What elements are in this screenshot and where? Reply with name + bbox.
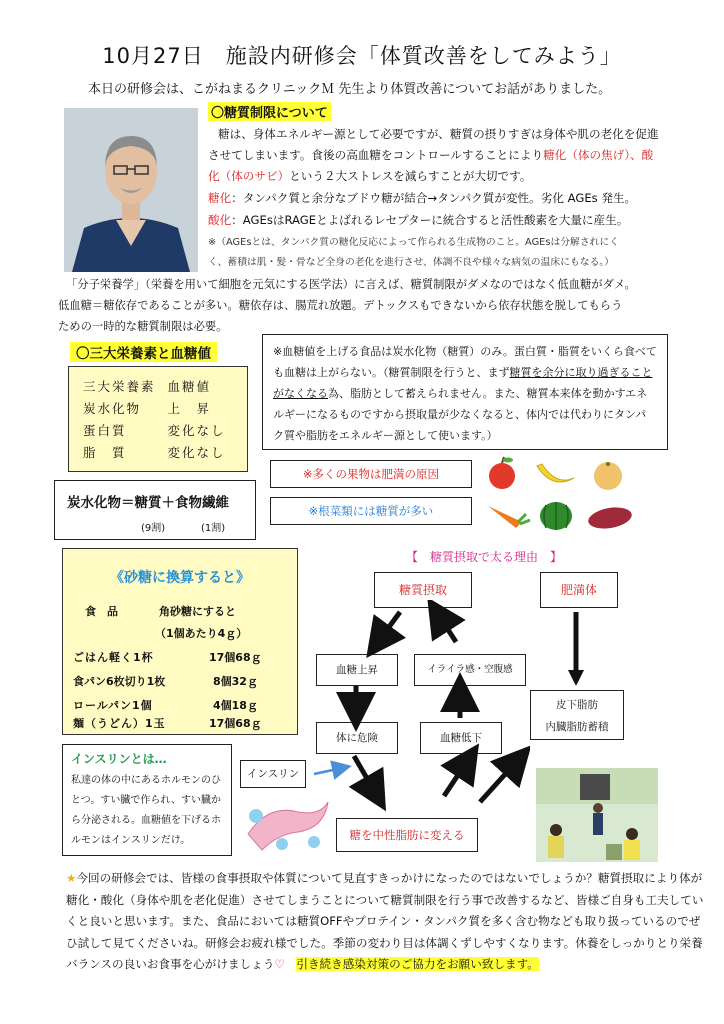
flow-convert: 糖を中性脂肪に変える (336, 818, 478, 852)
insulin-text: 私達の体の中にあるホルモンのひとつ。すい臓で作られ、すい臓から分泌される。血糖値を下げるホルモンはインスリンだけ。 (71, 775, 221, 846)
sweet-potato-icon (587, 504, 634, 531)
flow-danger: 体に危険 (316, 722, 398, 754)
insulin-box (62, 744, 232, 856)
seminar-photo (536, 768, 658, 862)
fruit-note-box: ※多くの果物は肥満の原因 (270, 460, 472, 488)
sugar-row-1-value: 8個32ｇ (213, 675, 258, 688)
insulin-heading: インスリンとは… (71, 752, 167, 766)
flow-intake: 糖質摂取 (374, 572, 472, 608)
sugar-limit-para-line1: 糖は、身体エネルギー源として必要ですが、糖質の摂りすぎは身体や肌の老化を促進 (218, 127, 659, 141)
pumpkin-icon (540, 502, 572, 530)
arrow-obesity-to-fat (566, 612, 586, 688)
arrow-intake-to-rise (378, 612, 400, 642)
sugar-row-2-food: ロールパン1個 (73, 699, 153, 712)
table-row: 蛋白質 変化なし (83, 423, 226, 438)
arrow-convert-to-drop (444, 760, 468, 796)
carb-formula: 炭水化物＝糖質＋食物繊維 (67, 495, 229, 511)
glucose-note-box: ※血糖値を上げる食品は炭水化物（糖質）のみ。蛋白質・脂質をいくら食べても血糖は上がらない。（糖質制限を行うと、まず糖質を余分に取り過ぎることがなくなる為、脂肪として蓄えられません。また、糖質本来体を動かすエネルギーになるものですから摂取量が少なくなると、体内では代わりにタンパク質や脂肪をエネルギー源として使います。） (262, 334, 668, 450)
banana-icon (537, 464, 574, 482)
sugar-row-0-value: 17個68ｇ (209, 651, 262, 664)
sugar-limit-para-line2: させてしまいます。食後の高血糖をコントロールすることにより糖化（体の焦げ）、酸 (208, 148, 654, 162)
food-illustrations (482, 456, 642, 536)
molecular-nutrition-line3: ための一時的な糖質制限は必要。 (58, 320, 228, 333)
molecular-nutrition-line2: 低血糖＝糖依存であることが多い。糖依存は、腸荒れ放題。デトックスもできないから依存状態を脱してもらう (58, 299, 623, 312)
carrot-icon (488, 506, 530, 528)
sugar-row-0-food: ごはん軽く1杯 (73, 651, 154, 664)
sugar-limit-para-line3: 化（体のサビ）という２大ストレスを減らすことが大切です。 (208, 169, 532, 183)
sugar-row-3-value: 17個68ｇ (209, 717, 262, 730)
insulin-illustration (238, 794, 334, 856)
arrow-insulin (314, 768, 342, 774)
root-note-box: ※根菜類には糖質が多い (270, 497, 472, 525)
sugar-col-cube: 角砂糖にすると (159, 605, 236, 618)
arrow-danger-to-convert (354, 756, 376, 794)
ages-note-line2: く、蓄積は肌・髪・骨など全身の老化を進行させ、体調不良や様々な病気の温床にもなる。） (208, 257, 615, 268)
sugar-col-food: 食 品 (85, 605, 118, 618)
flow-obesity: 肥満体 (540, 572, 618, 608)
molecular-nutrition-line1: 「分子栄養学」（栄養を用いて細胞を元気にする医学法）に言えば、糖質制限がダメなのではなく低血糖がダメ。 (66, 278, 636, 291)
carb-formula-box (54, 480, 256, 540)
table-row: 脂 質 変化なし (83, 445, 226, 460)
intro-text: 本日の研修会は、こがねまるクリニックＭ 先生より体質改善についてお話がありました。 (88, 82, 612, 97)
nutrients-table (68, 366, 248, 472)
arrow-convert-to-fat (480, 760, 518, 802)
nutrient-header: 三大栄養素 (83, 379, 156, 394)
citrus-icon (594, 462, 622, 490)
flow-heading: 【 糖質摂取で太る理由 】 (406, 550, 563, 564)
flow-rise: 血糖上昇 (316, 654, 398, 686)
flow-fat: 皮下脂肪 内臓脂肪蓄積 (530, 690, 624, 740)
doctor-photo (64, 108, 198, 272)
nutrients-heading: 〇三大栄養素と血糖値 (70, 342, 217, 362)
sugar-conversion-heading: 《砂糖に換算すると》 (110, 570, 250, 586)
sugar-row-3-food: 麺（うどん）1玉 (73, 717, 166, 730)
closing-paragraph: ★今回の研修会では、皆様の食事摂取や体質について見直すきっかけになったのではないでしょうか？糖質摂取により体が糖化・酸化（身体や肌を老化促進）させてしまうことについて糖質制限を行う事で改善するなど、皆様ご自身も工夫していくと良いと思います。また、食品においては糖質OFFやプロテイン・タンパク質を多く含む物なども取り扱っているのでぜひ試して見てくださいね。研修会お疲れ様でした。季節の変わり目は体調くずしやすくなります。休養をしっかりとり栄養バランスの良いお食事を心がけましょう♡ 引き続き感染対策のご協力をお願い致します。 (66, 871, 704, 971)
oxidation-line: 酸化：AGEsはRAGEとよばれるレセプターに統合すると活性酸素を大量に産生。 (208, 213, 629, 227)
page-title: 10月27日 施設内研修会「体質改善をしてみよう」 (102, 44, 622, 68)
flow-irritation: イライラ感・空腹感 (414, 654, 526, 686)
sugar-row-2-value: 4個18ｇ (213, 699, 258, 712)
sugar-col-sub: （1個あたり4ｇ） (155, 627, 248, 640)
glycation-line: 糖化：タンパク質と余分なブドウ糖が結合→タンパク質が変性。劣化 AGEs 発生。 (208, 191, 637, 205)
sugar-limit-heading: 〇糖質制限について (208, 102, 331, 121)
sugar-ratio: (9割) (141, 523, 166, 534)
fiber-ratio: (1割) (201, 523, 226, 534)
table-row (77, 375, 232, 397)
flow-insulin-label: インスリン (240, 760, 306, 788)
arrow-irritation-to-intake (438, 614, 456, 642)
sugar-row-1-food: 食パン6枚切り1枚 (73, 675, 166, 688)
glucose-header: 血糖値 (167, 379, 212, 394)
ages-note-line1: ※（AGEsとは、タンパク質の糖化反応によって作られる生成物のこと。AGEsは分解されにく (208, 237, 620, 248)
flow-drop: 血糖低下 (420, 722, 502, 754)
table-row: 炭水化物 上 昇 (83, 401, 212, 416)
apple-icon (489, 457, 515, 489)
